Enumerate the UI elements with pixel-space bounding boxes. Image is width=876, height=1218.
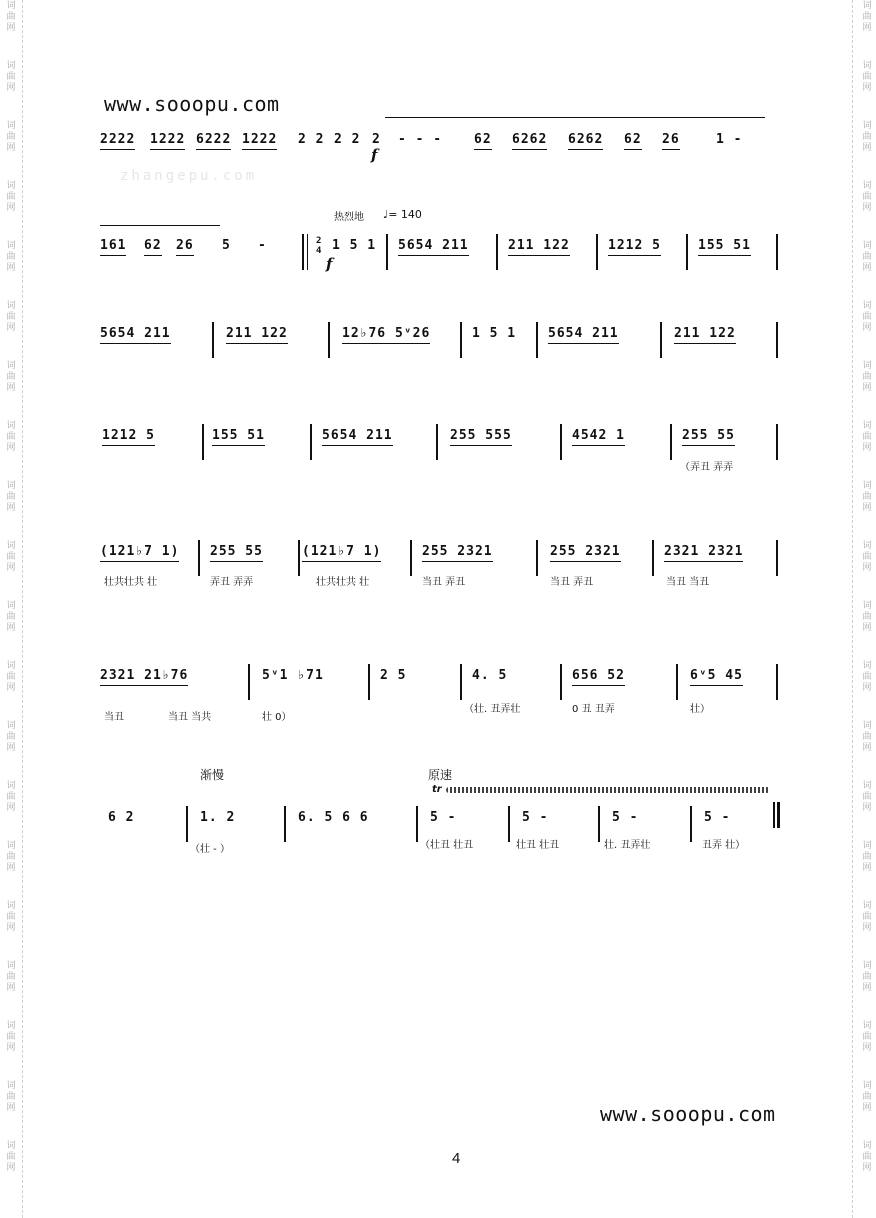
watermark-char: 词 bbox=[862, 241, 872, 251]
trill-marking: tr bbox=[432, 784, 442, 795]
lyric: 壮. 丑弄壮 bbox=[604, 840, 651, 851]
watermark-char: 网 bbox=[6, 563, 16, 573]
lyric: 壮共壮共 壮 bbox=[104, 577, 158, 588]
barline bbox=[776, 664, 792, 700]
watermark-char: 词 bbox=[862, 1141, 872, 1151]
note-group: 656 52 bbox=[572, 664, 625, 688]
watermark-char: 曲 bbox=[6, 1152, 16, 1162]
time-signature: 2 4 bbox=[316, 236, 323, 256]
watermark-char: 曲 bbox=[862, 1092, 872, 1102]
lyric: 当丑 当共 bbox=[168, 712, 212, 723]
watermark-char: 曲 bbox=[6, 132, 16, 142]
note-group: 211 122 bbox=[226, 322, 288, 346]
watermark-char: 曲 bbox=[862, 552, 872, 562]
note-group: 2321 2321 bbox=[664, 540, 743, 564]
watermark-char: 曲 bbox=[6, 1092, 16, 1102]
watermark-char: 词 bbox=[6, 181, 16, 191]
watermark-char: 网 bbox=[6, 983, 16, 993]
watermark-char: 词 bbox=[6, 601, 16, 611]
score-row-2 bbox=[0, 234, 876, 274]
watermark-char: 网 bbox=[6, 203, 16, 213]
watermark-char: 网 bbox=[6, 1163, 16, 1173]
note-group: 255 55 bbox=[682, 424, 735, 448]
score-row-1 bbox=[0, 128, 876, 168]
watermark-char: 曲 bbox=[6, 372, 16, 382]
note-group: 255 2321 bbox=[550, 540, 621, 564]
watermark-char: 词 bbox=[862, 601, 872, 611]
lyric: 壮 0） bbox=[262, 712, 292, 723]
watermark-char: 曲 bbox=[6, 192, 16, 202]
watermark-char: 词 bbox=[862, 181, 872, 191]
note-group: 2222 bbox=[100, 128, 135, 152]
watermark-char: 词 bbox=[6, 541, 16, 551]
watermark-char: 词 bbox=[6, 121, 16, 131]
note-group: 6222 bbox=[196, 128, 231, 152]
final-barline-thin bbox=[773, 802, 775, 828]
note-group: 2 2 bbox=[334, 132, 361, 147]
watermark-char: 网 bbox=[862, 23, 872, 33]
lyric: （壮. 丑弄壮 bbox=[464, 704, 521, 715]
note-group: 6. 5 6 6 bbox=[298, 810, 369, 825]
watermark-char: 网 bbox=[6, 143, 16, 153]
watermark-char: 网 bbox=[862, 683, 872, 693]
watermark-char: 曲 bbox=[862, 12, 872, 22]
watermark-char: 网 bbox=[6, 623, 16, 633]
note-group: 6 2 bbox=[108, 810, 135, 825]
lyric: 0 丑 丑弄 bbox=[572, 704, 615, 715]
right-watermark-column bbox=[858, 0, 876, 1218]
watermark-char: 网 bbox=[862, 383, 872, 393]
watermark-char: 网 bbox=[6, 683, 16, 693]
note-group: 5 - bbox=[430, 810, 457, 825]
note-group: 62 bbox=[624, 128, 642, 152]
site-url-top[interactable]: www.sooopu.com bbox=[104, 92, 280, 116]
lyric: 壮丑 壮丑 bbox=[516, 840, 560, 851]
watermark-char: 曲 bbox=[6, 12, 16, 22]
note-group: 2 5 bbox=[380, 668, 407, 683]
watermark-char: 曲 bbox=[6, 852, 16, 862]
note-group: 1212 5 bbox=[608, 234, 661, 258]
tempo-bpm: ♩= 140 bbox=[383, 208, 422, 221]
watermark-char: 网 bbox=[862, 803, 872, 813]
watermark-char: 曲 bbox=[6, 732, 16, 742]
note-group: 2321 21♭76 bbox=[100, 664, 188, 688]
watermark-char: 网 bbox=[862, 623, 872, 633]
watermark-char: 网 bbox=[862, 983, 872, 993]
watermark-char: 网 bbox=[862, 563, 872, 573]
watermark-char: 曲 bbox=[6, 912, 16, 922]
note-group: 62 bbox=[144, 234, 162, 258]
watermark-char: 网 bbox=[6, 323, 16, 333]
note-group: 5ᵛ1 ♭71 bbox=[262, 668, 324, 683]
watermark-char: 词 bbox=[862, 781, 872, 791]
watermark-char: 词 bbox=[6, 421, 16, 431]
watermark-char: 词 bbox=[862, 721, 872, 731]
watermark-char: 网 bbox=[862, 503, 872, 513]
watermark-char: 曲 bbox=[862, 312, 872, 322]
watermark-char: 词 bbox=[6, 661, 16, 671]
watermark-char: 网 bbox=[6, 443, 16, 453]
watermark-char: 网 bbox=[6, 503, 16, 513]
watermark-char: 曲 bbox=[862, 492, 872, 502]
note-group: 1 5 1 bbox=[332, 238, 377, 253]
note-group: 2 2 bbox=[298, 132, 325, 147]
watermark-char: 词 bbox=[6, 781, 16, 791]
watermark-char: 词 bbox=[6, 841, 16, 851]
watermark-char: 词 bbox=[6, 1141, 16, 1151]
dynamic-forte: f bbox=[326, 255, 333, 273]
watermark-char: 网 bbox=[6, 863, 16, 873]
note-group: 5 bbox=[222, 238, 231, 253]
note-group: 5 - bbox=[704, 810, 731, 825]
barline bbox=[776, 424, 792, 460]
final-barline-thick bbox=[777, 802, 780, 828]
watermark-char: 网 bbox=[862, 143, 872, 153]
watermark-char: 曲 bbox=[862, 792, 872, 802]
watermark-char: 曲 bbox=[6, 792, 16, 802]
watermark-char: 词 bbox=[862, 61, 872, 71]
lyric: 当丑 bbox=[104, 712, 124, 723]
note-group: - bbox=[258, 238, 267, 253]
note-group: 1222 bbox=[242, 128, 277, 152]
watermark-char: 曲 bbox=[6, 612, 16, 622]
watermark-char: 词 bbox=[862, 421, 872, 431]
watermark-char: 网 bbox=[6, 1103, 16, 1113]
lyric: 弄丑 弄弄 bbox=[210, 577, 254, 588]
watermark-char: 词 bbox=[6, 61, 16, 71]
watermark-char: 词 bbox=[6, 301, 16, 311]
note-group: 1. 2 bbox=[200, 810, 236, 825]
watermark-char: 曲 bbox=[6, 432, 16, 442]
watermark-char: 词 bbox=[862, 481, 872, 491]
watermark-char: 词 bbox=[6, 361, 16, 371]
watermark-char: 网 bbox=[6, 1043, 16, 1053]
watermark-char: 曲 bbox=[862, 852, 872, 862]
watermark-char: 曲 bbox=[862, 132, 872, 142]
note-group: (121♭7 1) bbox=[100, 540, 179, 564]
note-group: 6ᵛ5 45 bbox=[690, 664, 743, 688]
note-group: 161 bbox=[100, 234, 126, 258]
page-number: 4 bbox=[452, 1150, 461, 1167]
trill-wavy-line bbox=[446, 787, 770, 793]
watermark-char: 网 bbox=[862, 203, 872, 213]
left-watermark-column bbox=[2, 0, 20, 1218]
watermark-char: 词 bbox=[862, 901, 872, 911]
note-group: 26 bbox=[662, 128, 680, 152]
right-dashed-border bbox=[852, 0, 853, 1218]
note-group: - - - bbox=[398, 132, 443, 147]
watermark-char: 词 bbox=[6, 961, 16, 971]
watermark-char: 网 bbox=[862, 83, 872, 93]
a-tempo-marking: 原速 bbox=[428, 768, 453, 782]
watermark-char: 词 bbox=[862, 301, 872, 311]
note-group: 255 555 bbox=[450, 424, 512, 448]
watermark-char: 曲 bbox=[862, 672, 872, 682]
score-row-3 bbox=[0, 322, 876, 362]
tempo-marking: 热烈地 bbox=[334, 212, 364, 223]
note-group: 255 55 bbox=[210, 540, 263, 564]
lyric: 壮共壮共 壮 bbox=[316, 577, 370, 588]
watermark-char: 词 bbox=[862, 361, 872, 371]
watermark-char: 词 bbox=[6, 1021, 16, 1031]
lyric: 丑弄 壮） bbox=[702, 840, 746, 851]
watermark-char: 词 bbox=[862, 961, 872, 971]
note-group: 5654 211 bbox=[100, 322, 171, 346]
tie-line-row2 bbox=[100, 225, 220, 226]
watermark-char: 曲 bbox=[862, 1032, 872, 1042]
note-group: 2 bbox=[372, 132, 381, 147]
watermark-char: 词 bbox=[6, 241, 16, 251]
watermark-char: 网 bbox=[862, 923, 872, 933]
note-group: 62 bbox=[474, 128, 492, 152]
watermark-char: 词 bbox=[6, 1, 16, 11]
watermark-char: 曲 bbox=[862, 612, 872, 622]
watermark-char: 网 bbox=[862, 443, 872, 453]
lyric: 当丑 当丑 bbox=[666, 577, 710, 588]
note-group: 6262 bbox=[512, 128, 547, 152]
watermark-char: 网 bbox=[6, 23, 16, 33]
watermark-char: 词 bbox=[6, 901, 16, 911]
note-group: 211 122 bbox=[508, 234, 570, 258]
note-group: 6262 bbox=[568, 128, 603, 152]
ritardando-marking: 渐慢 bbox=[200, 768, 225, 782]
lyric: （壮丑 壮丑 bbox=[420, 840, 474, 851]
barline bbox=[776, 322, 792, 358]
note-group: 1222 bbox=[150, 128, 185, 152]
watermark-char: 网 bbox=[862, 1043, 872, 1053]
watermark-char: 曲 bbox=[862, 432, 872, 442]
note-group: 5654 211 bbox=[548, 322, 619, 346]
watermark-char: 词 bbox=[862, 121, 872, 131]
watermark-char: 词 bbox=[862, 1, 872, 11]
watermark-char: 曲 bbox=[6, 972, 16, 982]
tie-line-row1 bbox=[385, 117, 765, 118]
lyric: 壮） bbox=[690, 704, 710, 715]
barline bbox=[776, 540, 792, 576]
barline bbox=[776, 234, 792, 270]
watermark-char: 曲 bbox=[862, 732, 872, 742]
watermark-char: 曲 bbox=[6, 552, 16, 562]
faint-watermark-url: zhangepu.com bbox=[120, 168, 258, 184]
watermark-char: 网 bbox=[862, 1103, 872, 1113]
watermark-char: 曲 bbox=[6, 312, 16, 322]
note-group: 1212 5 bbox=[102, 424, 155, 448]
watermark-char: 网 bbox=[6, 263, 16, 273]
watermark-char: 曲 bbox=[862, 372, 872, 382]
watermark-char: 词 bbox=[862, 1021, 872, 1031]
watermark-char: 曲 bbox=[862, 1152, 872, 1162]
watermark-char: 网 bbox=[862, 863, 872, 873]
watermark-char: 曲 bbox=[6, 672, 16, 682]
note-group: 1 5 1 bbox=[472, 326, 517, 341]
left-dashed-border bbox=[22, 0, 23, 1218]
note-group: 155 51 bbox=[212, 424, 265, 448]
watermark-char: 曲 bbox=[6, 492, 16, 502]
watermark-char: 网 bbox=[6, 383, 16, 393]
watermark-char: 曲 bbox=[862, 912, 872, 922]
note-group: 1 - bbox=[716, 132, 743, 147]
watermark-char: 网 bbox=[6, 923, 16, 933]
score-row-4 bbox=[0, 421, 876, 464]
watermark-char: 词 bbox=[6, 481, 16, 491]
note-group: 5654 211 bbox=[322, 424, 393, 448]
lyric: （壮 - ） bbox=[190, 844, 230, 855]
note-group: 5 - bbox=[612, 810, 639, 825]
note-group: 211 122 bbox=[674, 322, 736, 346]
watermark-char: 网 bbox=[6, 83, 16, 93]
note-group: 5654 211 bbox=[398, 234, 469, 258]
lyric-line: （弄丑 弄弄 bbox=[680, 462, 734, 473]
watermark-char: 网 bbox=[6, 743, 16, 753]
lyric: 当丑 弄丑 bbox=[422, 577, 466, 588]
watermark-char: 词 bbox=[862, 1081, 872, 1091]
dynamic-forte: f bbox=[371, 146, 378, 164]
note-group: 155 51 bbox=[698, 234, 751, 258]
watermark-char: 曲 bbox=[862, 972, 872, 982]
watermark-char: 词 bbox=[6, 1081, 16, 1091]
watermark-char: 网 bbox=[862, 1163, 872, 1173]
watermark-char: 词 bbox=[862, 661, 872, 671]
watermark-char: 曲 bbox=[6, 1032, 16, 1042]
lyric: 当丑 弄丑 bbox=[550, 577, 594, 588]
watermark-char: 曲 bbox=[862, 252, 872, 262]
watermark-char: 网 bbox=[862, 743, 872, 753]
note-group: 255 2321 bbox=[422, 540, 493, 564]
note-group: 26 bbox=[176, 234, 194, 258]
watermark-char: 网 bbox=[6, 803, 16, 813]
site-url-bottom[interactable]: www.sooopu.com bbox=[600, 1102, 776, 1126]
note-group: 4542 1 bbox=[572, 424, 625, 448]
score-row-6 bbox=[0, 661, 876, 704]
watermark-char: 词 bbox=[862, 541, 872, 551]
watermark-char: 词 bbox=[862, 841, 872, 851]
note-group: (121♭7 1) bbox=[302, 540, 381, 564]
watermark-char: 曲 bbox=[6, 252, 16, 262]
watermark-char: 网 bbox=[862, 263, 872, 273]
watermark-char: 曲 bbox=[6, 72, 16, 82]
note-group: 12♭76 5ᵛ26 bbox=[342, 322, 430, 346]
watermark-char: 曲 bbox=[862, 72, 872, 82]
note-group: 5 - bbox=[522, 810, 549, 825]
watermark-char: 词 bbox=[6, 721, 16, 731]
watermark-char: 网 bbox=[862, 323, 872, 333]
note-group: 4. 5 bbox=[472, 668, 508, 683]
watermark-char: 曲 bbox=[862, 192, 872, 202]
